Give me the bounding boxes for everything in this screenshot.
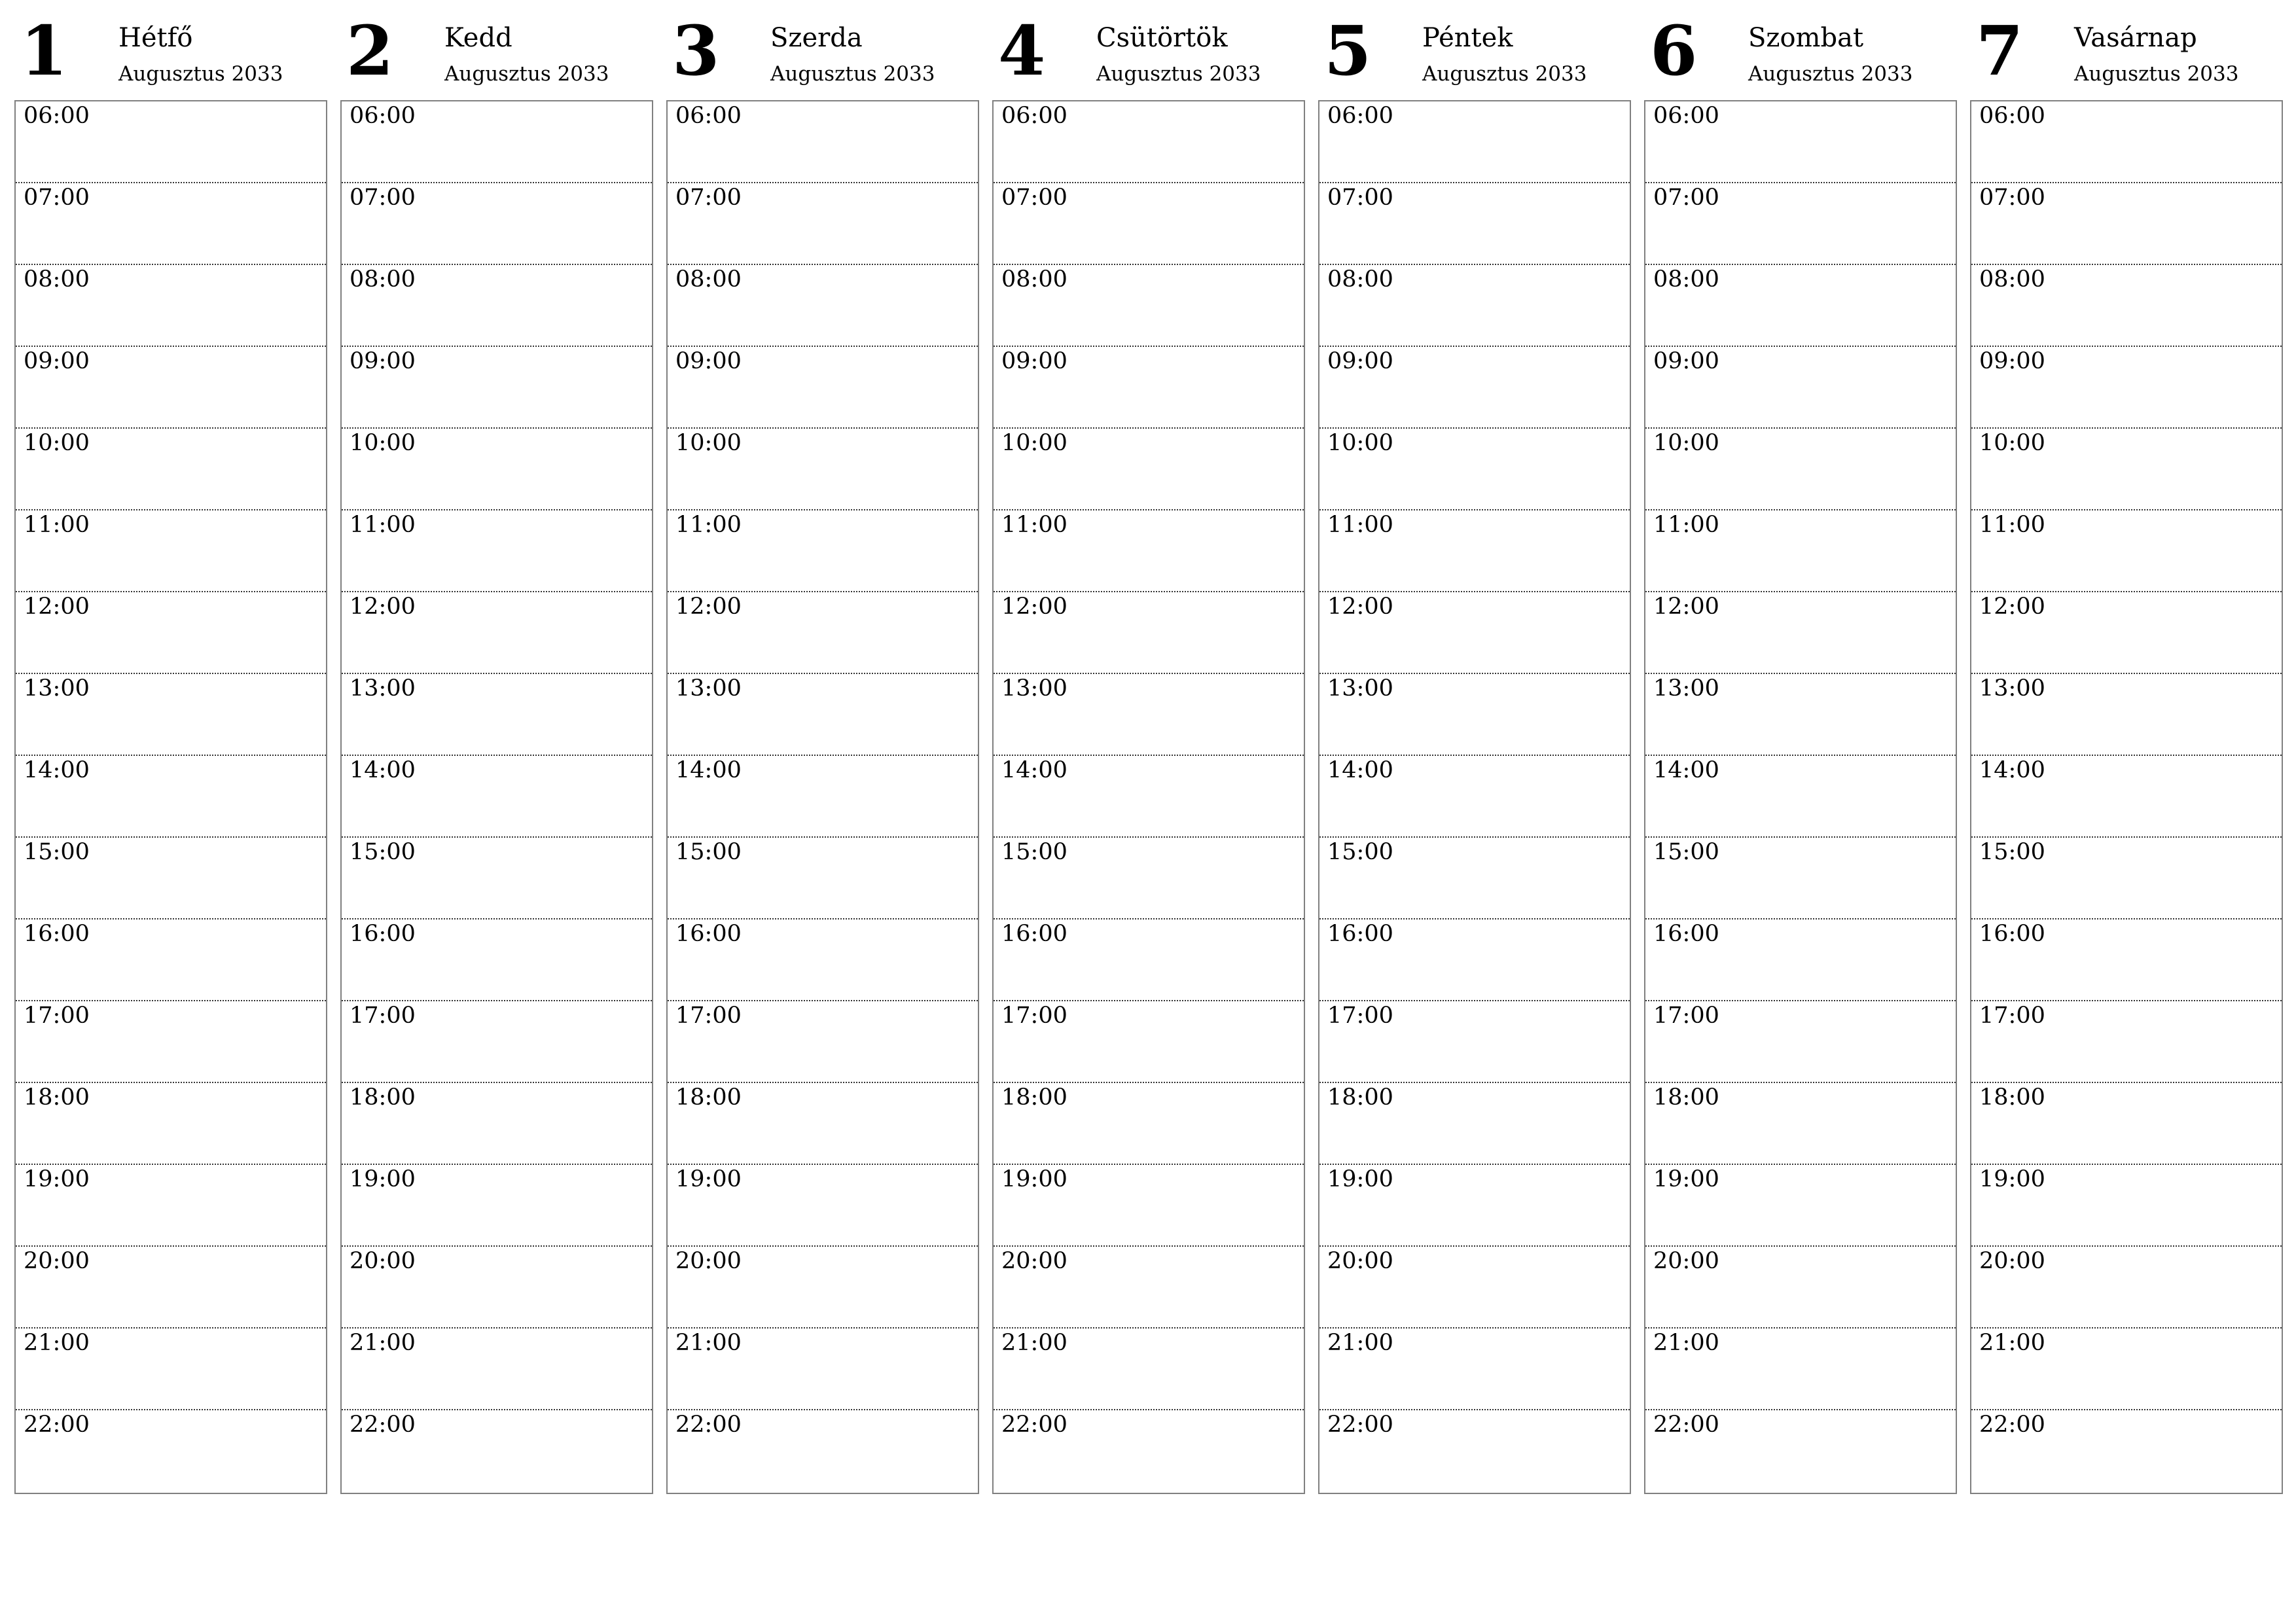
time-slot-label: 17:00 bbox=[1653, 1003, 1719, 1029]
time-slot-label: 07:00 bbox=[1327, 185, 1393, 211]
time-slot-label: 19:00 bbox=[1001, 1166, 1067, 1192]
time-slot[interactable] bbox=[1645, 674, 1956, 756]
time-slot[interactable] bbox=[668, 1410, 978, 1491]
time-slot-label: 15:00 bbox=[1653, 839, 1719, 865]
time-slot-label: 22:00 bbox=[1653, 1412, 1719, 1438]
time-slot-label: 10:00 bbox=[24, 430, 90, 456]
time-slot[interactable] bbox=[668, 265, 978, 347]
time-slot-label: 12:00 bbox=[1979, 594, 2045, 620]
time-slot[interactable] bbox=[668, 592, 978, 674]
time-slot[interactable] bbox=[1971, 1001, 2282, 1083]
time-slot[interactable] bbox=[994, 1083, 1304, 1165]
time-slot[interactable] bbox=[1971, 1083, 2282, 1165]
time-slot[interactable] bbox=[1971, 838, 2282, 919]
time-slot-label: 10:00 bbox=[1653, 430, 1719, 456]
time-slot[interactable] bbox=[1645, 1410, 1956, 1491]
time-slot-label: 22:00 bbox=[1327, 1412, 1393, 1438]
time-slot[interactable] bbox=[342, 592, 652, 674]
day-column bbox=[1970, 0, 2283, 1438]
time-slot[interactable] bbox=[16, 1247, 326, 1329]
time-slot-label: 15:00 bbox=[24, 839, 90, 865]
time-slot[interactable] bbox=[342, 347, 652, 429]
day-name: Kedd bbox=[444, 23, 512, 53]
time-slot-label: 22:00 bbox=[1979, 1412, 2045, 1438]
time-slot[interactable] bbox=[668, 1001, 978, 1083]
time-slot-label: 20:00 bbox=[1653, 1248, 1719, 1274]
time-slot-label: 22:00 bbox=[24, 1412, 90, 1438]
time-slot-label: 18:00 bbox=[675, 1084, 742, 1111]
time-slot[interactable] bbox=[342, 1329, 652, 1410]
time-slot[interactable] bbox=[668, 919, 978, 1001]
time-slot[interactable] bbox=[1971, 510, 2282, 592]
time-slot[interactable] bbox=[1319, 1247, 1630, 1329]
time-slot-label: 17:00 bbox=[675, 1003, 742, 1029]
time-slot[interactable] bbox=[16, 429, 326, 510]
time-slot[interactable] bbox=[1971, 1247, 2282, 1329]
day-month-year: Augusztus 2033 bbox=[770, 62, 935, 86]
time-slot-label: 09:00 bbox=[1001, 348, 1067, 374]
time-slot[interactable] bbox=[16, 1410, 326, 1491]
time-slot-label: 14:00 bbox=[24, 757, 90, 783]
time-slot-label: 11:00 bbox=[1979, 512, 2045, 538]
time-slot[interactable] bbox=[668, 756, 978, 838]
time-slot-label: 10:00 bbox=[1327, 430, 1393, 456]
time-slot-label: 18:00 bbox=[1001, 1084, 1067, 1111]
time-slot[interactable] bbox=[16, 1329, 326, 1410]
time-slot[interactable] bbox=[1971, 1329, 2282, 1410]
time-slot[interactable] bbox=[1319, 674, 1630, 756]
time-slot[interactable] bbox=[1645, 592, 1956, 674]
time-slot-label: 08:00 bbox=[1653, 266, 1719, 293]
time-slot-label: 13:00 bbox=[1653, 675, 1719, 702]
time-slot-label: 21:00 bbox=[675, 1330, 742, 1356]
time-slot-label: 12:00 bbox=[1327, 594, 1393, 620]
time-slot-label: 16:00 bbox=[350, 921, 416, 947]
time-slot[interactable] bbox=[668, 347, 978, 429]
time-slot-label: 20:00 bbox=[1001, 1248, 1067, 1274]
time-slot[interactable] bbox=[1645, 1247, 1956, 1329]
time-slot[interactable] bbox=[668, 1329, 978, 1410]
time-slot[interactable] bbox=[994, 1165, 1304, 1247]
time-slot[interactable] bbox=[1645, 1083, 1956, 1165]
time-slot-label: 14:00 bbox=[1001, 757, 1067, 783]
time-slot-label: 07:00 bbox=[350, 185, 416, 211]
time-slot[interactable] bbox=[1971, 101, 2282, 183]
time-slot-label: 21:00 bbox=[350, 1330, 416, 1356]
day-name: Szerda bbox=[770, 23, 863, 53]
time-slot[interactable] bbox=[994, 1410, 1304, 1491]
day-column bbox=[666, 0, 979, 1438]
time-slot-label: 06:00 bbox=[1001, 103, 1067, 129]
time-slot-label: 21:00 bbox=[24, 1330, 90, 1356]
day-header bbox=[666, 0, 979, 100]
time-slot-label: 09:00 bbox=[1653, 348, 1719, 374]
time-slot[interactable] bbox=[668, 101, 978, 183]
time-slot-label: 17:00 bbox=[24, 1003, 90, 1029]
time-slot-label: 21:00 bbox=[1653, 1330, 1719, 1356]
time-slot[interactable] bbox=[1645, 1001, 1956, 1083]
time-slot[interactable] bbox=[342, 510, 652, 592]
day-schedule-box bbox=[992, 100, 1305, 1494]
time-slot-label: 09:00 bbox=[675, 348, 742, 374]
time-slot[interactable] bbox=[1971, 265, 2282, 347]
day-month-year: Augusztus 2033 bbox=[444, 62, 609, 86]
time-slot[interactable] bbox=[994, 510, 1304, 592]
time-slot-label: 18:00 bbox=[1979, 1084, 2045, 1111]
time-slot[interactable] bbox=[342, 919, 652, 1001]
time-slot[interactable] bbox=[1971, 183, 2282, 265]
time-slot-label: 16:00 bbox=[1001, 921, 1067, 947]
time-slot-label: 08:00 bbox=[350, 266, 416, 293]
time-slot[interactable] bbox=[1645, 919, 1956, 1001]
time-slot-label: 21:00 bbox=[1001, 1330, 1067, 1356]
time-slot[interactable] bbox=[342, 1001, 652, 1083]
time-slot-label: 21:00 bbox=[1327, 1330, 1393, 1356]
day-number: 4 bbox=[998, 10, 1046, 91]
time-slot-label: 18:00 bbox=[1327, 1084, 1393, 1111]
time-slot[interactable] bbox=[1645, 265, 1956, 347]
day-number: 3 bbox=[672, 10, 720, 91]
time-slot[interactable] bbox=[994, 429, 1304, 510]
day-schedule-box bbox=[14, 100, 327, 1494]
time-slot[interactable] bbox=[1319, 429, 1630, 510]
time-slot-label: 06:00 bbox=[1653, 103, 1719, 129]
time-slot-label: 11:00 bbox=[24, 512, 90, 538]
day-column bbox=[14, 0, 327, 1438]
time-slot[interactable] bbox=[1319, 592, 1630, 674]
time-slot[interactable] bbox=[994, 919, 1304, 1001]
time-slot[interactable] bbox=[16, 1001, 326, 1083]
time-slot[interactable] bbox=[342, 101, 652, 183]
time-slot-label: 20:00 bbox=[350, 1248, 416, 1274]
time-slot[interactable] bbox=[668, 183, 978, 265]
time-slot[interactable] bbox=[1645, 347, 1956, 429]
time-slot[interactable] bbox=[342, 838, 652, 919]
time-slot-label: 14:00 bbox=[350, 757, 416, 783]
time-slot-label: 13:00 bbox=[1327, 675, 1393, 702]
time-slot-label: 15:00 bbox=[350, 839, 416, 865]
day-schedule-box bbox=[1970, 100, 2283, 1494]
time-slot-label: 22:00 bbox=[350, 1412, 416, 1438]
time-slot[interactable] bbox=[1319, 1410, 1630, 1491]
time-slot-label: 07:00 bbox=[24, 185, 90, 211]
time-slot[interactable] bbox=[1319, 1165, 1630, 1247]
time-slot[interactable] bbox=[342, 674, 652, 756]
time-slot-label: 06:00 bbox=[1979, 103, 2045, 129]
time-slot-label: 11:00 bbox=[675, 512, 742, 538]
day-header bbox=[1970, 0, 2283, 100]
time-slot-label: 20:00 bbox=[24, 1248, 90, 1274]
day-month-year: Augusztus 2033 bbox=[118, 62, 283, 86]
time-slot[interactable] bbox=[342, 183, 652, 265]
time-slot[interactable] bbox=[16, 1083, 326, 1165]
time-slot-label: 13:00 bbox=[350, 675, 416, 702]
time-slot-label: 09:00 bbox=[24, 348, 90, 374]
time-slot-label: 13:00 bbox=[675, 675, 742, 702]
time-slot[interactable] bbox=[1319, 1329, 1630, 1410]
time-slot-label: 12:00 bbox=[350, 594, 416, 620]
time-slot[interactable] bbox=[1971, 1410, 2282, 1491]
day-schedule-box bbox=[1644, 100, 1957, 1494]
time-slot[interactable] bbox=[16, 347, 326, 429]
time-slot-label: 15:00 bbox=[1001, 839, 1067, 865]
time-slot[interactable] bbox=[1971, 919, 2282, 1001]
time-slot[interactable] bbox=[342, 1165, 652, 1247]
time-slot[interactable] bbox=[1319, 510, 1630, 592]
day-header bbox=[1318, 0, 1631, 100]
day-month-year: Augusztus 2033 bbox=[2074, 62, 2239, 86]
time-slot[interactable] bbox=[1645, 1165, 1956, 1247]
time-slot[interactable] bbox=[16, 1165, 326, 1247]
time-slot[interactable] bbox=[1319, 756, 1630, 838]
time-slot[interactable] bbox=[1971, 347, 2282, 429]
time-slot-label: 14:00 bbox=[1979, 757, 2045, 783]
time-slot-label: 09:00 bbox=[1327, 348, 1393, 374]
time-slot[interactable] bbox=[1319, 183, 1630, 265]
time-slot-label: 07:00 bbox=[1653, 185, 1719, 211]
time-slot[interactable] bbox=[994, 1247, 1304, 1329]
time-slot[interactable] bbox=[16, 510, 326, 592]
time-slot-label: 16:00 bbox=[24, 921, 90, 947]
time-slot[interactable] bbox=[1319, 101, 1630, 183]
day-number: 1 bbox=[20, 10, 68, 91]
time-slot[interactable] bbox=[1971, 592, 2282, 674]
time-slot[interactable] bbox=[994, 838, 1304, 919]
time-slot[interactable] bbox=[1319, 838, 1630, 919]
time-slot-label: 08:00 bbox=[1979, 266, 2045, 293]
time-slot-label: 19:00 bbox=[1979, 1166, 2045, 1192]
time-slot-label: 16:00 bbox=[675, 921, 742, 947]
time-slot-label: 08:00 bbox=[675, 266, 742, 293]
time-slot-label: 19:00 bbox=[1653, 1166, 1719, 1192]
time-slot-label: 20:00 bbox=[1327, 1248, 1393, 1274]
day-schedule-box bbox=[1318, 100, 1631, 1494]
time-slot[interactable] bbox=[16, 838, 326, 919]
time-slot[interactable] bbox=[668, 838, 978, 919]
time-slot[interactable] bbox=[1645, 183, 1956, 265]
time-slot-label: 19:00 bbox=[1327, 1166, 1393, 1192]
time-slot[interactable] bbox=[342, 1410, 652, 1491]
time-slot[interactable] bbox=[16, 592, 326, 674]
time-slot[interactable] bbox=[16, 265, 326, 347]
time-slot[interactable] bbox=[1645, 429, 1956, 510]
time-slot-label: 13:00 bbox=[1979, 675, 2045, 702]
time-slot[interactable] bbox=[16, 674, 326, 756]
time-slot-label: 11:00 bbox=[350, 512, 416, 538]
day-schedule-box bbox=[666, 100, 979, 1494]
time-slot[interactable] bbox=[342, 1083, 652, 1165]
day-month-year: Augusztus 2033 bbox=[1422, 62, 1587, 86]
time-slot-label: 13:00 bbox=[1001, 675, 1067, 702]
time-slot[interactable] bbox=[994, 183, 1304, 265]
time-slot[interactable] bbox=[1319, 265, 1630, 347]
day-column bbox=[340, 0, 653, 1438]
day-name: Hétfő bbox=[118, 23, 193, 53]
time-slot-label: 19:00 bbox=[350, 1166, 416, 1192]
time-slot-label: 22:00 bbox=[675, 1412, 742, 1438]
time-slot-label: 12:00 bbox=[1001, 594, 1067, 620]
time-slot-label: 16:00 bbox=[1653, 921, 1719, 947]
time-slot[interactable] bbox=[994, 756, 1304, 838]
time-slot-label: 07:00 bbox=[675, 185, 742, 211]
day-header bbox=[992, 0, 1305, 100]
time-slot-label: 18:00 bbox=[24, 1084, 90, 1111]
time-slot[interactable] bbox=[994, 592, 1304, 674]
time-slot-label: 15:00 bbox=[1327, 839, 1393, 865]
time-slot[interactable] bbox=[668, 1165, 978, 1247]
day-column bbox=[1318, 0, 1631, 1438]
time-slot[interactable] bbox=[342, 265, 652, 347]
day-name: Csütörtök bbox=[1096, 23, 1228, 53]
time-slot[interactable] bbox=[342, 429, 652, 510]
time-slot-label: 22:00 bbox=[1001, 1412, 1067, 1438]
time-slot[interactable] bbox=[668, 674, 978, 756]
time-slot[interactable] bbox=[994, 1329, 1304, 1410]
time-slot[interactable] bbox=[668, 1083, 978, 1165]
time-slot-label: 07:00 bbox=[1001, 185, 1067, 211]
time-slot-label: 08:00 bbox=[1001, 266, 1067, 293]
time-slot-label: 14:00 bbox=[675, 757, 742, 783]
day-name: Szombat bbox=[1748, 23, 1864, 53]
time-slot[interactable] bbox=[994, 674, 1304, 756]
time-slot[interactable] bbox=[994, 265, 1304, 347]
day-name: Vasárnap bbox=[2074, 23, 2197, 53]
time-slot-label: 11:00 bbox=[1653, 512, 1719, 538]
time-slot-label: 17:00 bbox=[1001, 1003, 1067, 1029]
time-slot-label: 14:00 bbox=[1327, 757, 1393, 783]
time-slot-label: 16:00 bbox=[1327, 921, 1393, 947]
time-slot[interactable] bbox=[994, 101, 1304, 183]
time-slot-label: 19:00 bbox=[675, 1166, 742, 1192]
time-slot-label: 20:00 bbox=[1979, 1248, 2045, 1274]
day-header bbox=[1644, 0, 1957, 100]
time-slot[interactable] bbox=[1971, 756, 2282, 838]
day-column bbox=[992, 0, 1305, 1438]
time-slot-label: 10:00 bbox=[675, 430, 742, 456]
time-slot[interactable] bbox=[1319, 919, 1630, 1001]
time-slot[interactable] bbox=[668, 1247, 978, 1329]
time-slot-label: 13:00 bbox=[24, 675, 90, 702]
time-slot-label: 11:00 bbox=[1001, 512, 1067, 538]
time-slot[interactable] bbox=[16, 183, 326, 265]
time-slot[interactable] bbox=[668, 429, 978, 510]
time-slot-label: 10:00 bbox=[350, 430, 416, 456]
time-slot[interactable] bbox=[1319, 1001, 1630, 1083]
time-slot-label: 17:00 bbox=[1327, 1003, 1393, 1029]
time-slot-label: 17:00 bbox=[350, 1003, 416, 1029]
day-month-year: Augusztus 2033 bbox=[1096, 62, 1261, 86]
time-slot-label: 20:00 bbox=[675, 1248, 742, 1274]
time-slot[interactable] bbox=[1645, 101, 1956, 183]
time-slot-label: 12:00 bbox=[675, 594, 742, 620]
time-slot-label: 08:00 bbox=[24, 266, 90, 293]
day-month-year: Augusztus 2033 bbox=[1748, 62, 1913, 86]
time-slot[interactable] bbox=[1319, 1083, 1630, 1165]
day-schedule-box bbox=[340, 100, 653, 1494]
day-name: Péntek bbox=[1422, 23, 1513, 53]
time-slot[interactable] bbox=[1971, 1165, 2282, 1247]
time-slot-label: 06:00 bbox=[350, 103, 416, 129]
time-slot-label: 15:00 bbox=[675, 839, 742, 865]
time-slot[interactable] bbox=[1645, 838, 1956, 919]
time-slot[interactable] bbox=[16, 101, 326, 183]
time-slot-label: 12:00 bbox=[24, 594, 90, 620]
time-slot-label: 21:00 bbox=[1979, 1330, 2045, 1356]
time-slot[interactable] bbox=[342, 1247, 652, 1329]
time-slot-label: 07:00 bbox=[1979, 185, 2045, 211]
time-slot-label: 06:00 bbox=[1327, 103, 1393, 129]
time-slot-label: 18:00 bbox=[1653, 1084, 1719, 1111]
time-slot-label: 12:00 bbox=[1653, 594, 1719, 620]
day-column bbox=[1644, 0, 1957, 1438]
time-slot-label: 14:00 bbox=[1653, 757, 1719, 783]
time-slot-label: 17:00 bbox=[1979, 1003, 2045, 1029]
time-slot-label: 09:00 bbox=[1979, 348, 2045, 374]
time-slot[interactable] bbox=[1319, 347, 1630, 429]
time-slot[interactable] bbox=[16, 919, 326, 1001]
time-slot-label: 11:00 bbox=[1327, 512, 1393, 538]
time-slot[interactable] bbox=[342, 756, 652, 838]
time-slot-label: 19:00 bbox=[24, 1166, 90, 1192]
time-slot-label: 10:00 bbox=[1979, 430, 2045, 456]
day-number: 7 bbox=[1976, 10, 2024, 91]
time-slot[interactable] bbox=[1645, 1329, 1956, 1410]
time-slot[interactable] bbox=[994, 1001, 1304, 1083]
day-number: 6 bbox=[1650, 10, 1698, 91]
time-slot-label: 18:00 bbox=[350, 1084, 416, 1111]
time-slot-label: 10:00 bbox=[1001, 430, 1067, 456]
time-slot[interactable] bbox=[1645, 510, 1956, 592]
time-slot[interactable] bbox=[1971, 429, 2282, 510]
time-slot-label: 06:00 bbox=[675, 103, 742, 129]
day-number: 2 bbox=[346, 10, 394, 91]
time-slot[interactable] bbox=[1645, 756, 1956, 838]
day-number: 5 bbox=[1324, 10, 1372, 91]
time-slot-label: 09:00 bbox=[350, 348, 416, 374]
time-slot[interactable] bbox=[668, 510, 978, 592]
time-slot[interactable] bbox=[1971, 674, 2282, 756]
day-header bbox=[14, 0, 327, 100]
time-slot-label: 16:00 bbox=[1979, 921, 2045, 947]
time-slot-label: 15:00 bbox=[1979, 839, 2045, 865]
time-slot[interactable] bbox=[16, 756, 326, 838]
time-slot-label: 06:00 bbox=[24, 103, 90, 129]
day-header bbox=[340, 0, 653, 100]
time-slot[interactable] bbox=[994, 347, 1304, 429]
time-slot-label: 08:00 bbox=[1327, 266, 1393, 293]
